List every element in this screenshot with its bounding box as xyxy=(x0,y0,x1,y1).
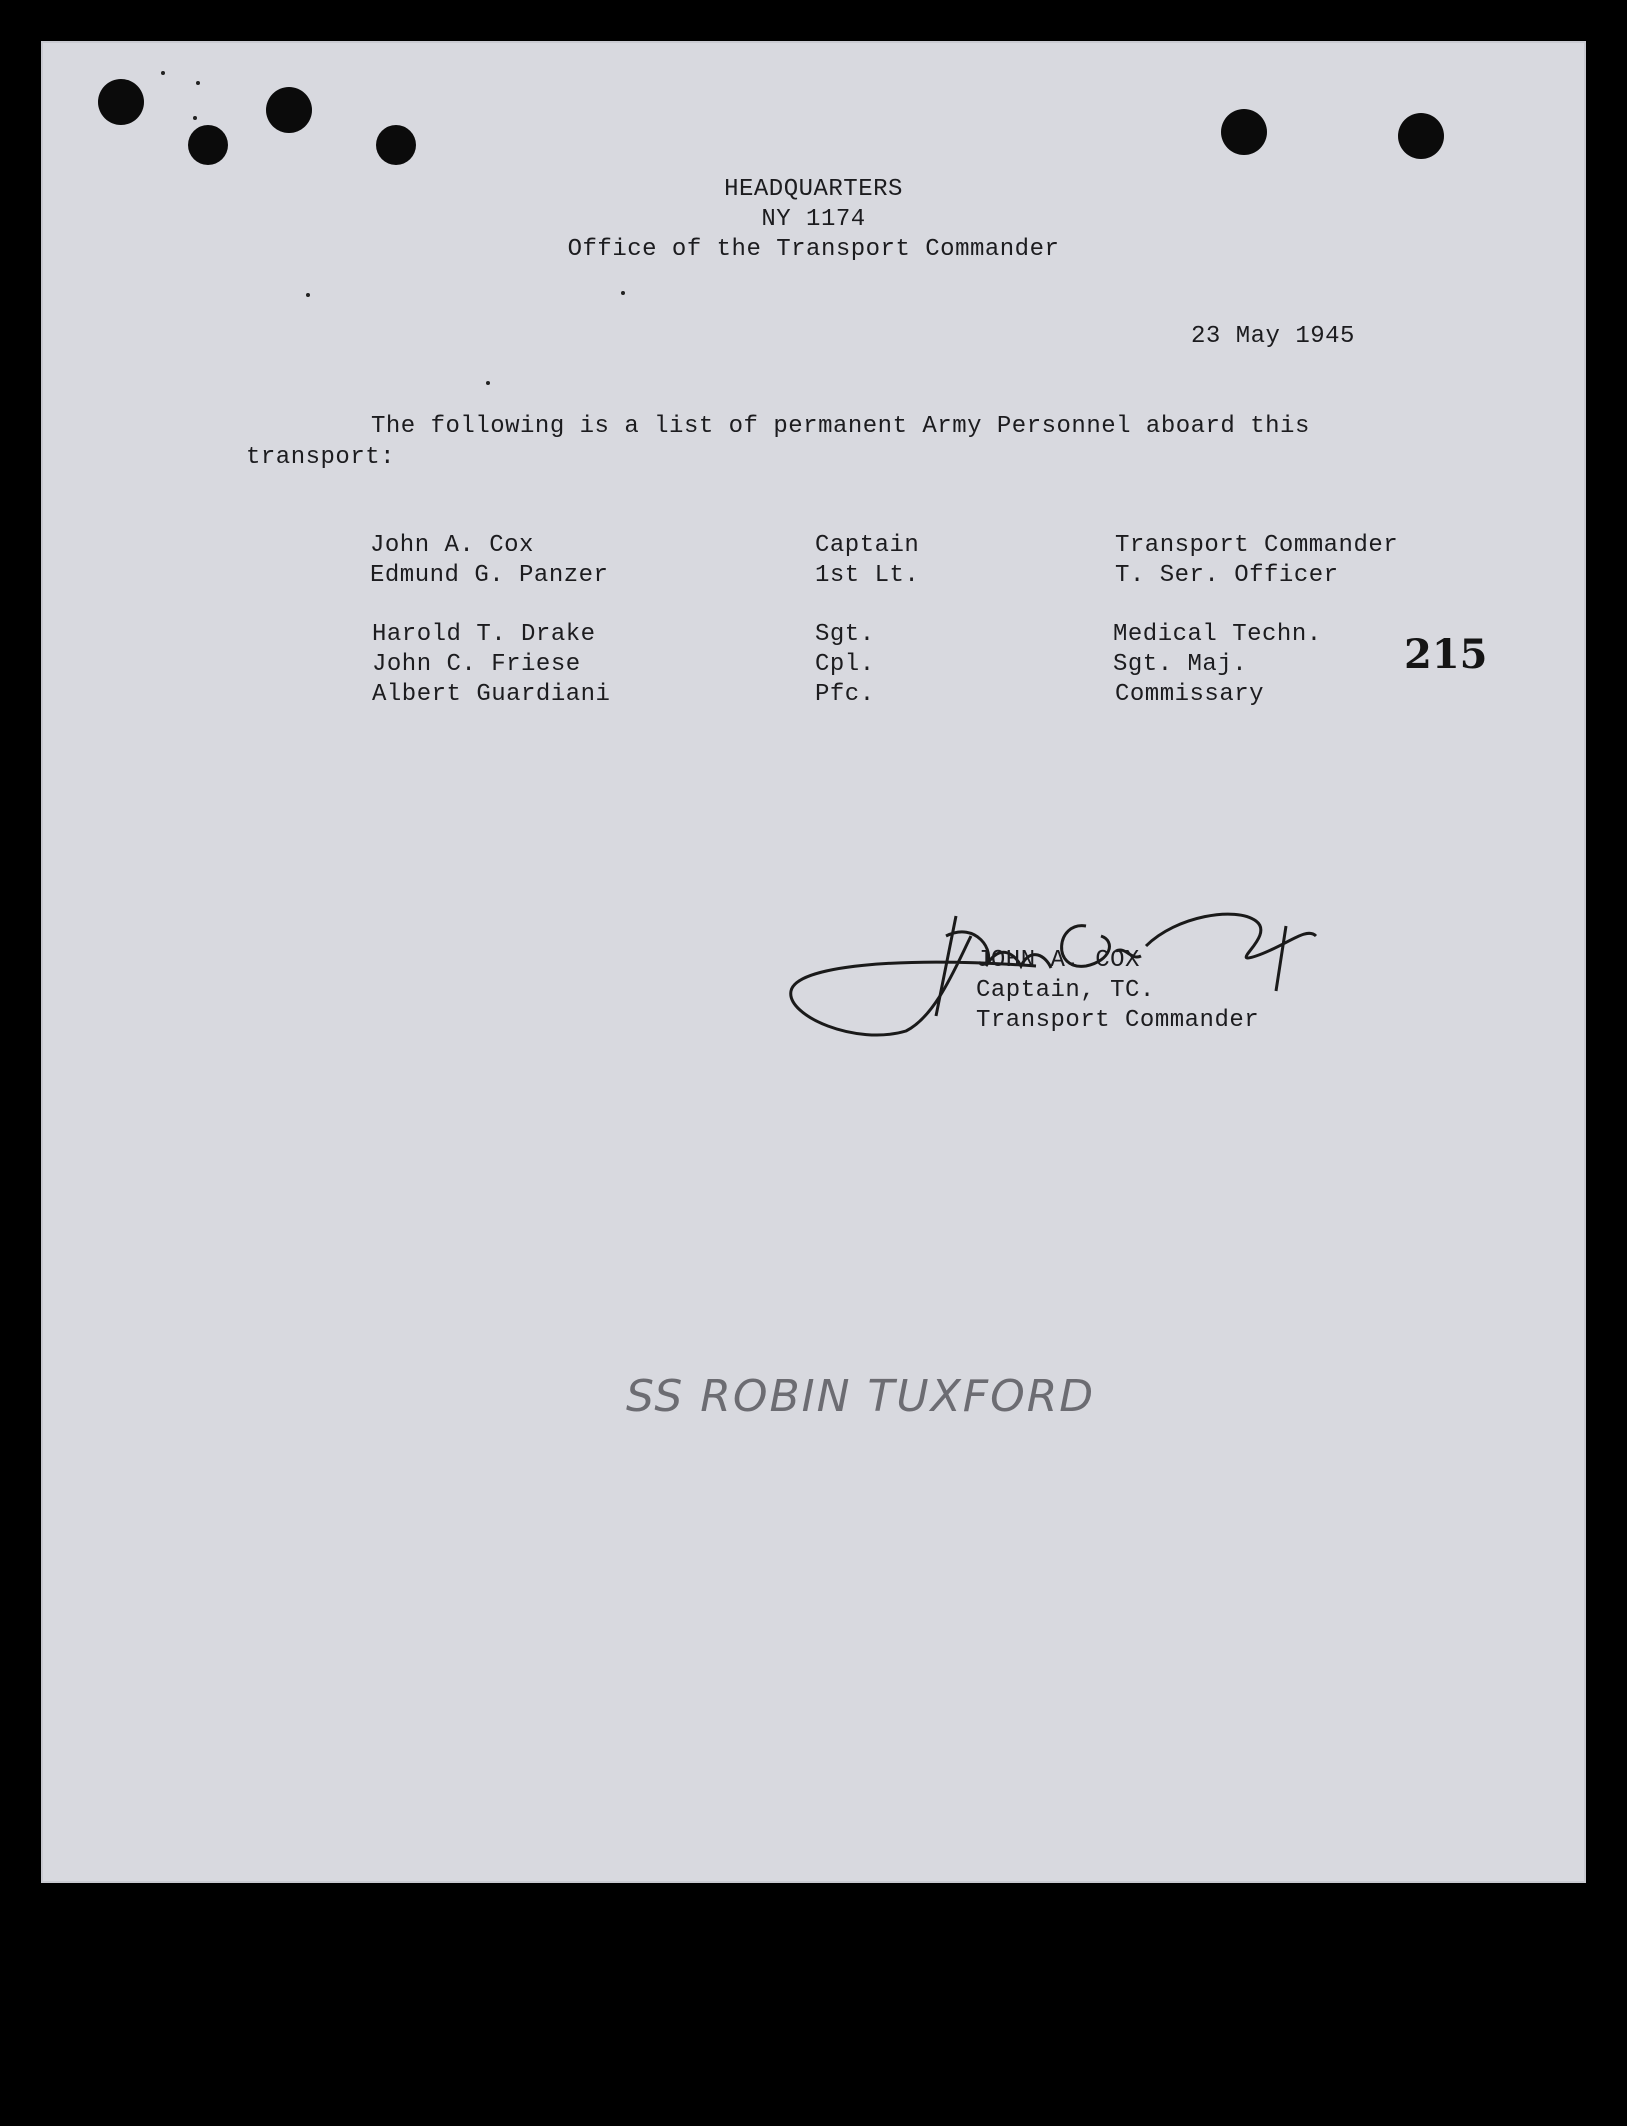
ink-speck xyxy=(621,291,625,295)
punch-hole xyxy=(1221,109,1267,155)
personnel-role: Medical Techn. xyxy=(1113,621,1322,648)
document-page xyxy=(41,41,1586,1883)
header-line-3: Office of the Transport Commander xyxy=(567,236,1060,263)
intro-line-1: The following is a list of permanent Army Personnel aboard this xyxy=(371,413,1310,440)
personnel-rank: Pfc. xyxy=(815,681,875,708)
punch-hole xyxy=(1398,113,1444,159)
letterhead xyxy=(41,175,1586,265)
punch-hole xyxy=(376,125,416,165)
personnel-name: John A. Cox xyxy=(370,532,534,559)
page-number-stamp: 215 xyxy=(1404,631,1488,678)
personnel-role: Commissary xyxy=(1115,681,1265,708)
signer-name: JOHN A. COX xyxy=(976,947,1140,974)
signer-position: Transport Commander xyxy=(976,1007,1260,1034)
ink-speck xyxy=(196,81,200,85)
personnel-name: John C. Friese xyxy=(372,651,581,678)
punch-hole xyxy=(98,79,144,125)
personnel-rank: Captain xyxy=(815,532,920,559)
personnel-rank: 1st Lt. xyxy=(815,562,920,589)
personnel-name: Harold T. Drake xyxy=(372,621,596,648)
personnel-rank: Cpl. xyxy=(815,651,875,678)
handwritten-ship-name: SS ROBIN TUXFORD xyxy=(626,1371,1096,1422)
signer-title: Captain, TC. xyxy=(976,977,1155,1004)
punch-hole xyxy=(188,125,228,165)
personnel-role: Sgt. Maj. xyxy=(1113,651,1248,678)
ink-speck xyxy=(486,381,490,385)
document-date: 23 May 1945 xyxy=(1191,323,1355,350)
header-line-2: NY 1174 xyxy=(761,206,866,233)
intro-line-2: transport: xyxy=(246,444,396,471)
personnel-role: T. Ser. Officer xyxy=(1115,562,1339,589)
ink-speck xyxy=(193,116,197,120)
personnel-name: Albert Guardiani xyxy=(372,681,611,708)
personnel-role: Transport Commander xyxy=(1115,532,1399,559)
personnel-rank: Sgt. xyxy=(815,621,875,648)
punch-hole xyxy=(266,87,312,133)
header-line-1: HEADQUARTERS xyxy=(724,176,903,203)
personnel-name: Edmund G. Panzer xyxy=(370,562,609,589)
ink-speck xyxy=(306,293,310,297)
ink-speck xyxy=(161,71,165,75)
